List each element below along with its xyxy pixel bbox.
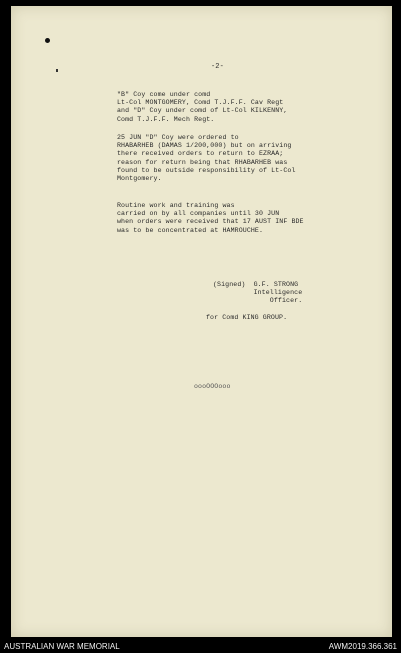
document-page [11,6,392,637]
paragraph-2: 25 JUN "D" Coy were ordered to RHABARHEB (DAMAS 1/200,000) but on arriving there received orders to return to EZRAA; reason for return being that RHABARHEB was found to be outside responsibility of Lt-Col Montgomery. [117,134,296,183]
end-mark: oooOOOooo [194,383,231,390]
punch-hole [45,38,50,43]
paragraph-1: "B" Coy come under comd Lt-Col MONTGOMERY, Comd T.J.F.F. Cav Regt and "D" Coy under comd of Lt-Col KILKENNY, Comd T.J.F.F. Mech Regt. [117,91,288,123]
paragraph-3: Routine work and training was carried on by all companies until 30 JUN when orders were received that 17 AUST INF BDE was to be concentrated at HAMROUCHE. [117,202,304,234]
paper-mark [56,69,58,72]
footer-institution: AUSTRALIAN WAR MEMORIAL [4,642,120,651]
footer-accession-number: AWM2019.366.361 [328,642,397,651]
page-number: -2- [211,63,224,71]
signature-block: (Signed) G.F. STRONG Intelligence Officer. [213,281,303,305]
archive-footer [0,640,401,653]
for-command-line: for Comd KING GROUP. [206,314,288,321]
